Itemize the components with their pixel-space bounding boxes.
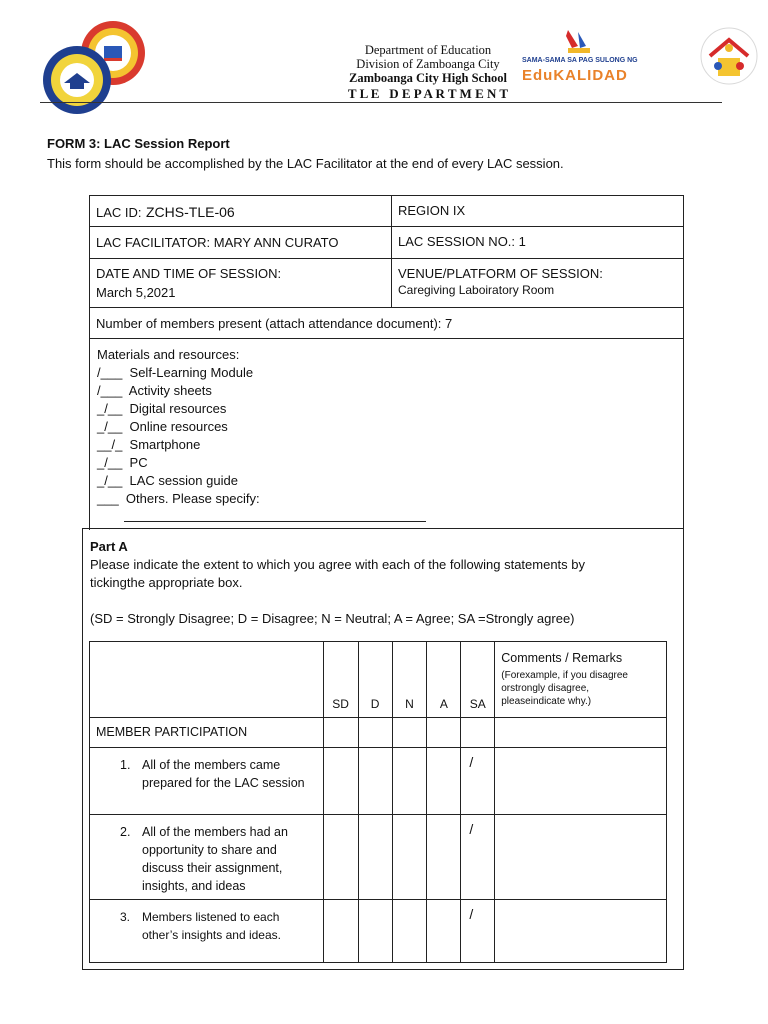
date-value: March 5,2021 [96, 285, 176, 300]
members-present-text: Number of members present (attach attendance document): 7 [96, 316, 453, 331]
rating-box-n[interactable] [392, 900, 427, 963]
comments-sub-3: pleaseindicate why.) [501, 696, 592, 707]
info-cell-members [89, 307, 684, 339]
venue-label: VENUE/PLATFORM OF SESSION: [398, 266, 603, 281]
header-division: Division of Zamboanga City [356, 57, 500, 71]
rating-box-sa[interactable]: / [461, 900, 495, 963]
statement-number: 1. [120, 758, 131, 772]
rating-box-sd[interactable] [323, 815, 358, 900]
comments-cell[interactable] [495, 815, 667, 900]
material-item: __/_ Smartphone [97, 437, 201, 452]
section-label: MEMBER PARTICIPATION [90, 718, 324, 748]
rating-box-a[interactable] [427, 748, 461, 815]
part-a-legend: (SD = Strongly Disagree; D = Disagree; N = Neutral; A = Agree; SA =Strongly agree) [90, 611, 575, 626]
rating-box-sa[interactable]: / [461, 748, 495, 815]
statement-header-cell [90, 642, 324, 718]
comments-cell[interactable] [495, 900, 667, 963]
rating-box-n[interactable] [392, 748, 427, 815]
rating-box-d[interactable] [358, 900, 392, 963]
comments-sub-2: orstrongly disagree, [501, 683, 590, 694]
rating-box-a[interactable] [427, 900, 461, 963]
materials-box [89, 338, 684, 530]
info-cell-lac-id [89, 195, 392, 227]
rating-box-sa[interactable]: / [461, 815, 495, 900]
facilitator-text: LAC FACILITATOR: MARY ANN CURATO [96, 235, 339, 250]
rating-box-a[interactable] [427, 815, 461, 900]
rating-table [89, 641, 667, 963]
lac-id-value: ZCHS-TLE-06 [146, 204, 235, 220]
material-item: /___ Self-Learning Module [97, 365, 254, 380]
part-a-heading: Part A [90, 539, 128, 554]
table-row [90, 815, 667, 900]
table-row [90, 748, 667, 815]
materials-heading: Materials and resources: [97, 347, 240, 362]
header-divider [40, 102, 722, 103]
col-header-n: N [392, 642, 427, 718]
form-title: FORM 3: LAC Session Report [47, 136, 230, 151]
comments-cell[interactable] [495, 748, 667, 815]
material-item: _/__ Online resources [97, 419, 228, 434]
edukalidad-wordmark: EduKALIDAD [522, 67, 628, 84]
col-header-d: D [358, 642, 392, 718]
form-instruction: This form should be accomplished by the LAC Facilitator at the end of every LAC session. [47, 156, 564, 171]
rating-box-d[interactable] [358, 748, 392, 815]
part-a-instruction-1: Please indicate the extent to which you agree with each of the following statements by [90, 557, 586, 572]
date-label: DATE AND TIME OF SESSION: [96, 266, 282, 281]
region-label: REGION IX [398, 203, 466, 218]
info-cell-facilitator [89, 226, 392, 259]
header-tle-department: T L E D E P A R T M E N T [347, 86, 509, 101]
statement-text: All of the members had an opportunity to share and discuss their assignment, insights, and ideas [142, 825, 288, 893]
statement-number: 2. [120, 825, 131, 839]
school-seal-logo [42, 45, 112, 115]
material-item: _/__ LAC session guide [97, 473, 238, 488]
rating-box-n[interactable] [392, 815, 427, 900]
section-row [90, 718, 667, 748]
comments-header: Comments / Remarks [501, 651, 623, 665]
info-cell-venue [391, 258, 684, 308]
material-item: /___ Activity sheets [97, 383, 212, 398]
material-item: ___ Others. Please specify: [97, 491, 260, 506]
statement-number: 3. [120, 910, 131, 924]
rating-box-sd[interactable] [323, 900, 358, 963]
col-header-sa: SA [461, 642, 495, 718]
session-no-text: LAC SESSION NO.: 1 [398, 234, 526, 249]
rating-header-row [90, 642, 667, 718]
edukalidad-tagline: SAMA-SAMA SA PAG SULONG NG [522, 57, 638, 64]
header-department: Department of Education [364, 43, 492, 57]
venue-value: Caregiving Laboiratory Room [398, 283, 555, 297]
others-specify-line [124, 521, 426, 522]
edukalidad-logo [520, 26, 642, 88]
rating-box-d[interactable] [358, 815, 392, 900]
part-a-instruction-2: tickingthe appropriate box. [90, 575, 243, 590]
statement-text: All of the members came prepared for the LAC session [142, 758, 305, 790]
lac-id-label: LAC ID: [96, 205, 142, 220]
community-house-logo [696, 26, 762, 90]
col-header-a: A [427, 642, 461, 718]
header-school: Zamboanga City High School [348, 71, 507, 85]
table-row [90, 900, 667, 963]
info-cell-region [391, 195, 684, 227]
statement-text: Members listened to each other’s insights and ideas. [142, 910, 281, 942]
material-item: _/__ Digital resources [97, 401, 227, 416]
col-header-sd: SD [323, 642, 358, 718]
comments-sub-1: (Forexample, if you disagree [501, 670, 628, 681]
material-item: _/__ PC [97, 455, 148, 470]
info-cell-date [89, 258, 392, 308]
rating-box-sd[interactable] [323, 748, 358, 815]
info-cell-session-no [391, 226, 684, 259]
comments-header-cell [495, 642, 667, 718]
